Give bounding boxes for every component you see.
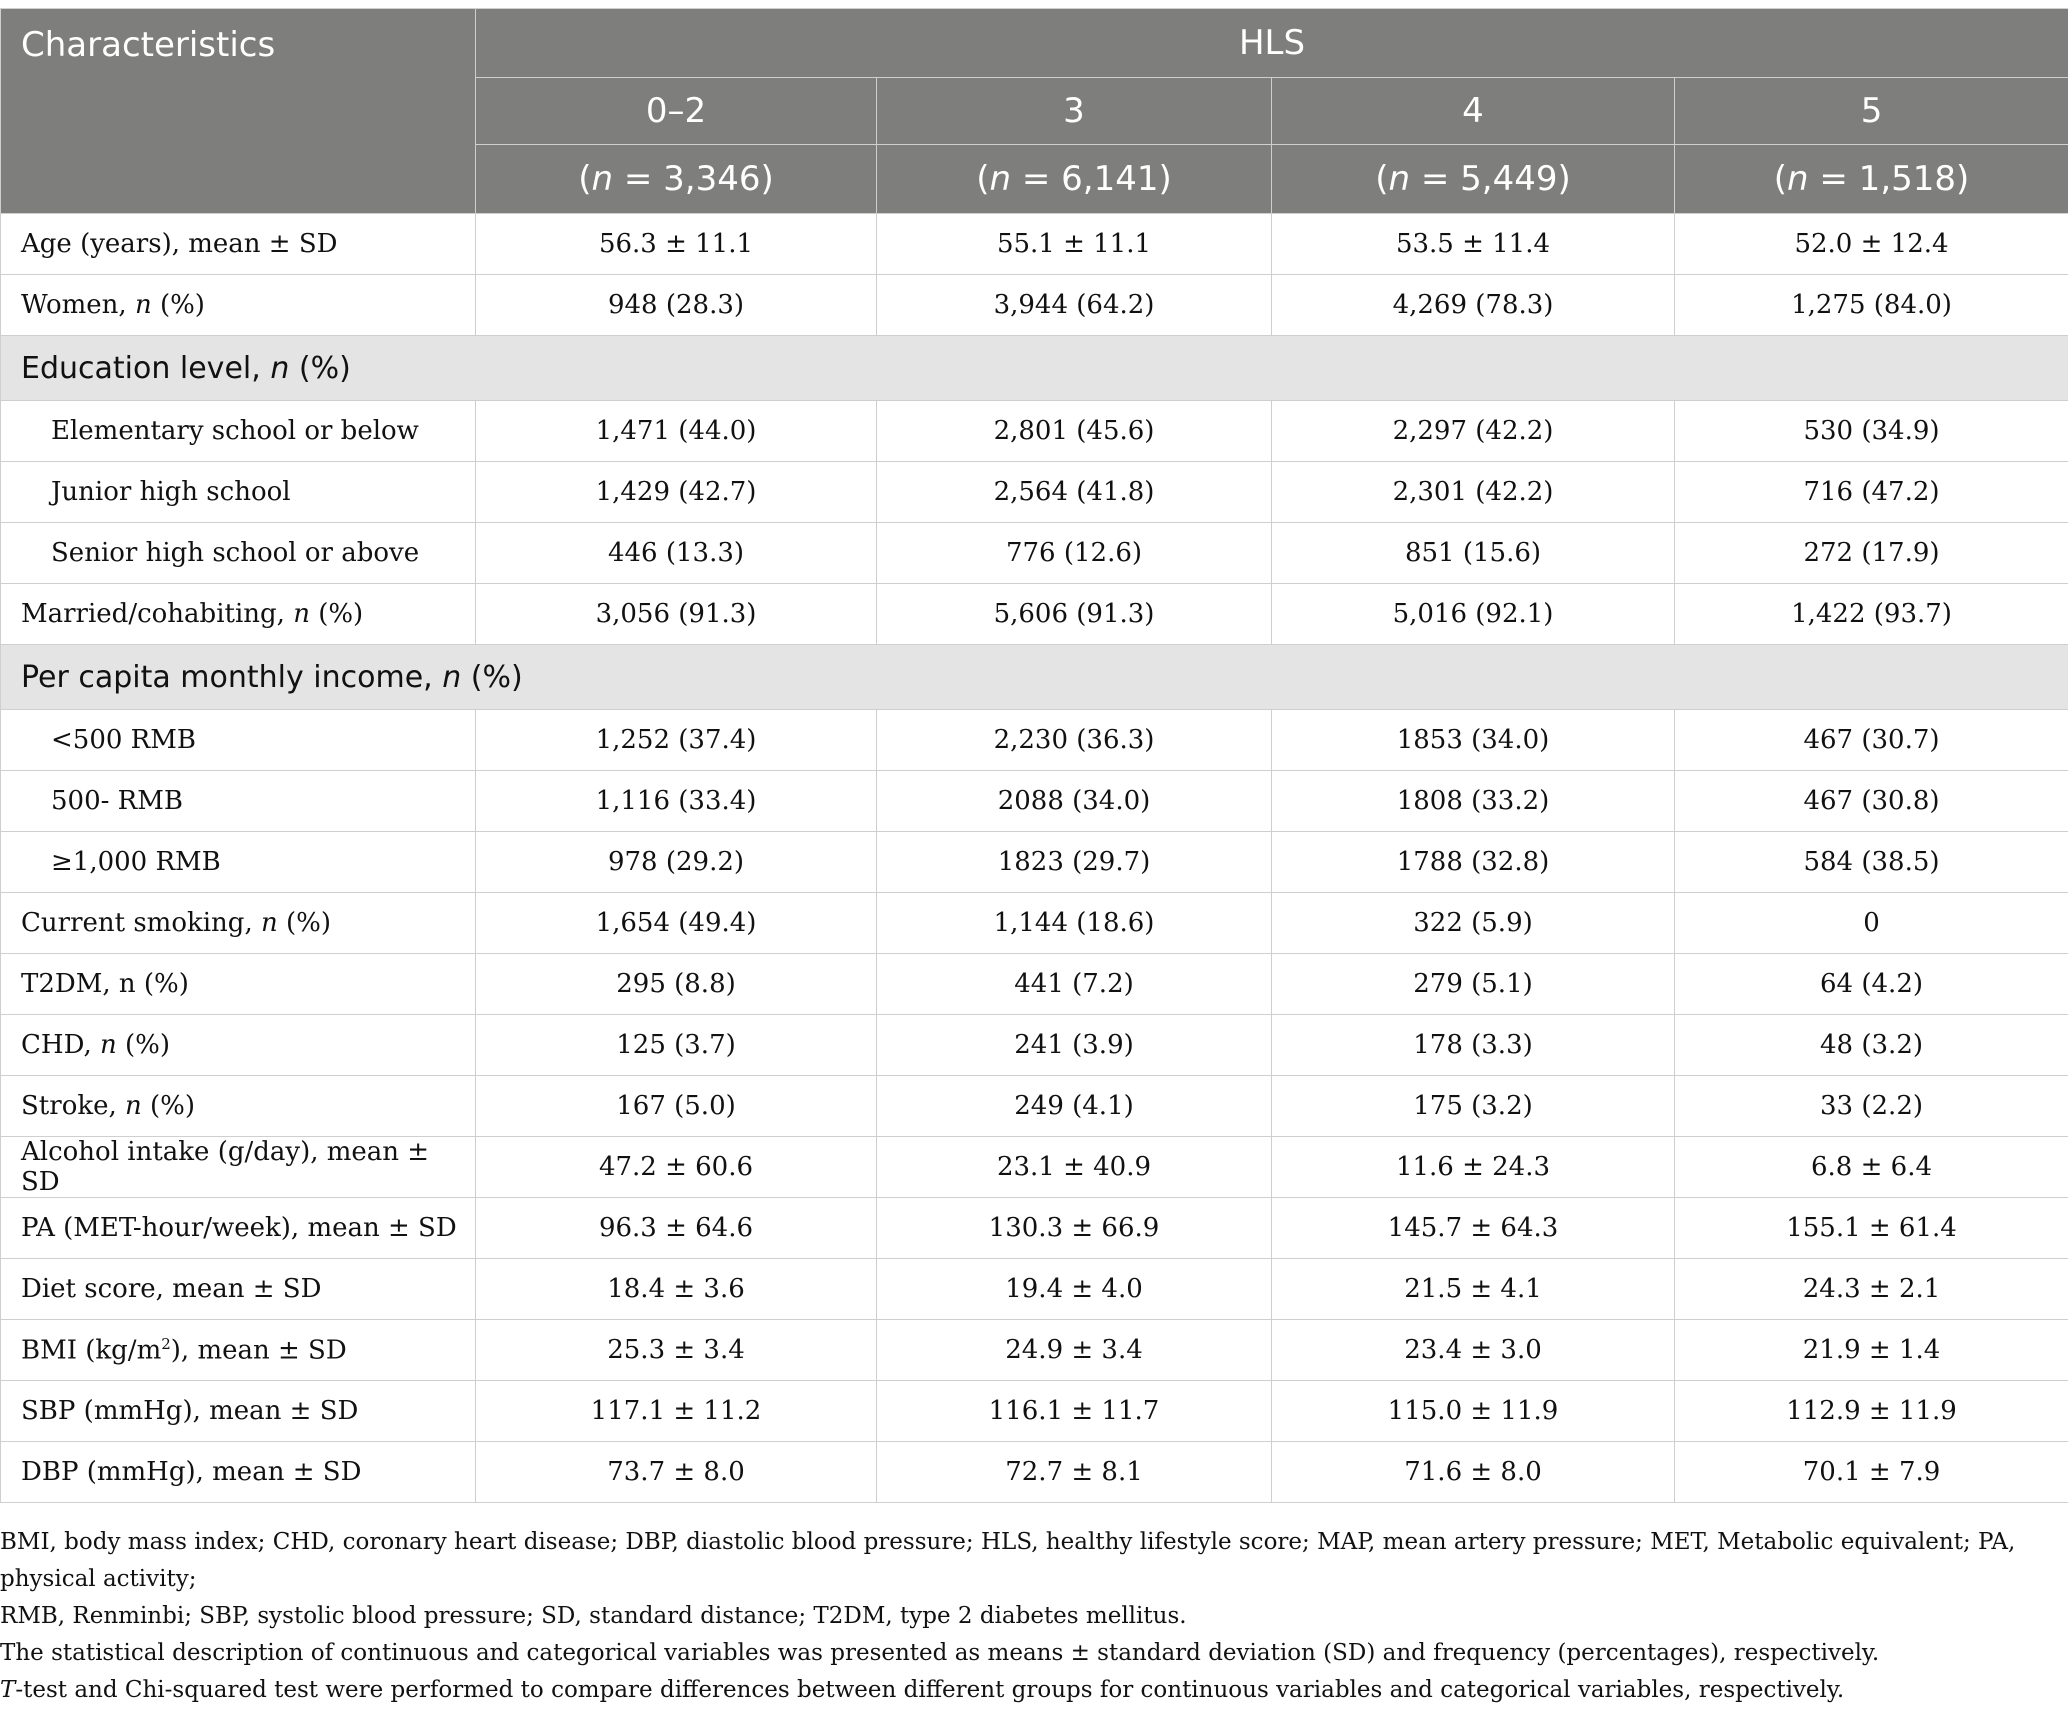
table-row: [1, 1076, 2068, 1137]
count-open: (: [578, 159, 591, 199]
table-cell: 272 (17.9): [1675, 523, 2068, 584]
table-cell: 72.7 ± 8.1: [877, 1442, 1272, 1503]
row-label: DBP (mmHg), mean ± SD: [1, 1442, 476, 1503]
row-label: T2DM, n (%): [1, 954, 476, 1015]
table-cell: 2,564 (41.8): [877, 462, 1272, 523]
section-heading: [1, 645, 2068, 710]
row-label: Elementary school or below: [1, 401, 476, 462]
table-row: [1, 1198, 2068, 1259]
table-row: [1, 1442, 2068, 1503]
count-value: = 1,518): [1809, 159, 1970, 199]
footnote-tests-italic: T: [0, 1677, 15, 1703]
table-row: [1, 893, 2068, 954]
header-group-label: 4: [1272, 78, 1675, 145]
row-label: Senior high school or above: [1, 523, 476, 584]
table-cell: 948 (28.3): [476, 275, 877, 336]
table-row: [1, 1259, 2068, 1320]
footnote-abbreviations-2: RMB, Renminbi; SBP, systolic blood pressure; SD, standard distance; T2DM, type 2 diabetes mellitus.: [0, 1598, 2068, 1635]
section-heading: [1, 336, 2068, 401]
table-row: [1, 771, 2068, 832]
table-cell: 96.3 ± 64.6: [476, 1198, 877, 1259]
row-label: [1, 1015, 476, 1076]
table-cell: 24.9 ± 3.4: [877, 1320, 1272, 1381]
row-label: [1, 1076, 476, 1137]
table-cell: 1,429 (42.7): [476, 462, 877, 523]
table-row: [1, 275, 2068, 336]
row-label: Junior high school: [1, 462, 476, 523]
table-cell: 5,606 (91.3): [877, 584, 1272, 645]
table-cell: 3,944 (64.2): [877, 275, 1272, 336]
row-label: [1, 275, 476, 336]
section-suffix: (%): [289, 351, 350, 386]
table-cell: 1,144 (18.6): [877, 893, 1272, 954]
table-row: [1, 1381, 2068, 1442]
table-row: [1, 523, 2068, 584]
section-suffix: (%): [461, 660, 522, 695]
table-row: [1, 462, 2068, 523]
table-cell: 249 (4.1): [877, 1076, 1272, 1137]
row-label: [1, 584, 476, 645]
table-cell: 33 (2.2): [1675, 1076, 2068, 1137]
row-label: SBP (mmHg), mean ± SD: [1, 1381, 476, 1442]
table-cell: 64 (4.2): [1675, 954, 2068, 1015]
footnote-statistics: The statistical description of continuous and categorical variables was presented as means ± standard deviation (SD) and frequency (percentages), respectively.: [0, 1635, 2068, 1672]
header-group-label: 5: [1675, 78, 2068, 145]
table-cell: 441 (7.2): [877, 954, 1272, 1015]
table-cell: 23.1 ± 40.9: [877, 1137, 1272, 1198]
table-cell: 56.3 ± 11.1: [476, 214, 877, 275]
row-label-text: Women,: [21, 290, 135, 320]
table-cell: 167 (5.0): [476, 1076, 877, 1137]
table-cell: 112.9 ± 11.9: [1675, 1381, 2068, 1442]
section-text: Education level,: [21, 351, 270, 386]
table-cell: 53.5 ± 11.4: [1272, 214, 1675, 275]
row-label-text: BMI (kg/m: [21, 1335, 161, 1365]
table-cell: 295 (8.8): [476, 954, 877, 1015]
table-cell: 116.1 ± 11.7: [877, 1381, 1272, 1442]
section-row: [1, 336, 2068, 401]
table-cell: 978 (29.2): [476, 832, 877, 893]
table-cell: 279 (5.1): [1272, 954, 1675, 1015]
row-label-n: n: [100, 1030, 117, 1060]
table-cell: 2088 (34.0): [877, 771, 1272, 832]
row-label-n: n: [261, 908, 278, 938]
table-row: [1, 1015, 2068, 1076]
header-characteristics: Characteristics: [1, 9, 476, 214]
count-n: n: [1389, 159, 1411, 199]
table-cell: 1823 (29.7): [877, 832, 1272, 893]
table-cell: 145.7 ± 64.3: [1272, 1198, 1675, 1259]
characteristics-table: [0, 8, 2068, 1503]
table-cell: 175 (3.2): [1272, 1076, 1675, 1137]
table-cell: 11.6 ± 24.3: [1272, 1137, 1675, 1198]
row-label-suffix: (%): [142, 1091, 195, 1121]
section-n: n: [270, 351, 289, 386]
header-group-count: [1272, 145, 1675, 214]
table-cell: 23.4 ± 3.0: [1272, 1320, 1675, 1381]
table-cell: 530 (34.9): [1675, 401, 2068, 462]
row-label-suffix: (%): [278, 908, 331, 938]
header-hls: HLS: [476, 9, 2068, 78]
count-n: n: [1787, 159, 1809, 199]
table-row: [1, 710, 2068, 771]
table-cell: 1,471 (44.0): [476, 401, 877, 462]
table-cell: 19.4 ± 4.0: [877, 1259, 1272, 1320]
table-cell: 851 (15.6): [1272, 523, 1675, 584]
table-cell: 18.4 ± 3.6: [476, 1259, 877, 1320]
table-cell: 776 (12.6): [877, 523, 1272, 584]
row-label-text: Current smoking,: [21, 908, 261, 938]
table-cell: 155.1 ± 61.4: [1675, 1198, 2068, 1259]
row-label-suffix: (%): [117, 1030, 170, 1060]
table-cell: 6.8 ± 6.4: [1675, 1137, 2068, 1198]
table-cell: 52.0 ± 12.4: [1675, 214, 2068, 275]
table-cell: 584 (38.5): [1675, 832, 2068, 893]
count-value: = 3,346): [613, 159, 774, 199]
header-group-label: 0–2: [476, 78, 877, 145]
table-cell: 2,230 (36.3): [877, 710, 1272, 771]
row-label: PA (MET-hour/week), mean ± SD: [1, 1198, 476, 1259]
footnote-tests-text: -test and Chi-squared test were performed to compare differences between different groups for continuous variables and categorical variables, respectively.: [15, 1677, 1844, 1703]
table-cell: 71.6 ± 8.0: [1272, 1442, 1675, 1503]
table-cell: 0: [1675, 893, 2068, 954]
table-row: [1, 401, 2068, 462]
row-label: [1, 893, 476, 954]
footnote-tests: [0, 1672, 2068, 1709]
table-cell: 1788 (32.8): [1272, 832, 1675, 893]
section-n: n: [442, 660, 461, 695]
row-label: [1, 1320, 476, 1381]
section-text: Per capita monthly income,: [21, 660, 442, 695]
header-group-count: [1675, 145, 2068, 214]
table-footnotes: [0, 1524, 2068, 1709]
row-label-n: n: [125, 1091, 142, 1121]
header-group-count: [877, 145, 1272, 214]
count-open: (: [976, 159, 989, 199]
table-cell: 446 (13.3): [476, 523, 877, 584]
row-label-text: Married/cohabiting,: [21, 599, 293, 629]
table-cell: 47.2 ± 60.6: [476, 1137, 877, 1198]
table-cell: 2,301 (42.2): [1272, 462, 1675, 523]
row-label: Diet score, mean ± SD: [1, 1259, 476, 1320]
table-cell: 115.0 ± 11.9: [1272, 1381, 1675, 1442]
count-open: (: [1375, 159, 1388, 199]
table-cell: 241 (3.9): [877, 1015, 1272, 1076]
count-open: (: [1774, 159, 1787, 199]
row-label-text: Stroke,: [21, 1091, 125, 1121]
table-row: [1, 584, 2068, 645]
table-cell: 21.5 ± 4.1: [1272, 1259, 1675, 1320]
table-row: [1, 214, 2068, 275]
row-label-sup: 2: [161, 1335, 171, 1353]
row-label-n: n: [293, 599, 310, 629]
row-label: <500 RMB: [1, 710, 476, 771]
table-cell: 1853 (34.0): [1272, 710, 1675, 771]
count-n: n: [990, 159, 1012, 199]
table-row: [1, 1137, 2068, 1198]
table-cell: 130.3 ± 66.9: [877, 1198, 1272, 1259]
header-group-label: 3: [877, 78, 1272, 145]
header-group-count: [476, 145, 877, 214]
table-cell: 1808 (33.2): [1272, 771, 1675, 832]
table-cell: 73.7 ± 8.0: [476, 1442, 877, 1503]
row-label: ≥1,000 RMB: [1, 832, 476, 893]
table-cell: 125 (3.7): [476, 1015, 877, 1076]
table-cell: 48 (3.2): [1675, 1015, 2068, 1076]
row-label: Alcohol intake (g/day), mean ± SD: [1, 1137, 476, 1198]
table-cell: 716 (47.2): [1675, 462, 2068, 523]
table-cell: 24.3 ± 2.1: [1675, 1259, 2068, 1320]
table-row: [1, 832, 2068, 893]
table-cell: 1,654 (49.4): [476, 893, 877, 954]
table-cell: 1,422 (93.7): [1675, 584, 2068, 645]
table-cell: 322 (5.9): [1272, 893, 1675, 954]
table-row: [1, 1320, 2068, 1381]
table-cell: 5,016 (92.1): [1272, 584, 1675, 645]
table-cell: 70.1 ± 7.9: [1675, 1442, 2068, 1503]
table-cell: 4,269 (78.3): [1272, 275, 1675, 336]
count-n: n: [592, 159, 614, 199]
count-value: = 6,141): [1011, 159, 1172, 199]
table-cell: 21.9 ± 1.4: [1675, 1320, 2068, 1381]
table-cell: 2,297 (42.2): [1272, 401, 1675, 462]
table-cell: 3,056 (91.3): [476, 584, 877, 645]
table-cell: 178 (3.3): [1272, 1015, 1675, 1076]
footnote-abbreviations-1: BMI, body mass index; CHD, coronary heart disease; DBP, diastolic blood pressure; HLS, healthy lifestyle score; MAP, mean artery pressure; MET, Metabolic equivalent; PA, physical activity;: [0, 1524, 2068, 1598]
table-cell: 1,252 (37.4): [476, 710, 877, 771]
section-row: [1, 645, 2068, 710]
row-label-suffix: ), mean ± SD: [171, 1335, 347, 1365]
row-label-suffix: (%): [152, 290, 205, 320]
count-value: = 5,449): [1410, 159, 1571, 199]
table-cell: 467 (30.7): [1675, 710, 2068, 771]
table-cell: 25.3 ± 3.4: [476, 1320, 877, 1381]
table-cell: 1,275 (84.0): [1675, 275, 2068, 336]
table-cell: 467 (30.8): [1675, 771, 2068, 832]
table-cell: 55.1 ± 11.1: [877, 214, 1272, 275]
row-label-text: CHD,: [21, 1030, 100, 1060]
row-label: 500- RMB: [1, 771, 476, 832]
row-label: Age (years), mean ± SD: [1, 214, 476, 275]
row-label-n: n: [135, 290, 152, 320]
row-label-suffix: (%): [310, 599, 363, 629]
table-cell: 1,116 (33.4): [476, 771, 877, 832]
table-row: [1, 954, 2068, 1015]
table-cell: 2,801 (45.6): [877, 401, 1272, 462]
table-cell: 117.1 ± 11.2: [476, 1381, 877, 1442]
